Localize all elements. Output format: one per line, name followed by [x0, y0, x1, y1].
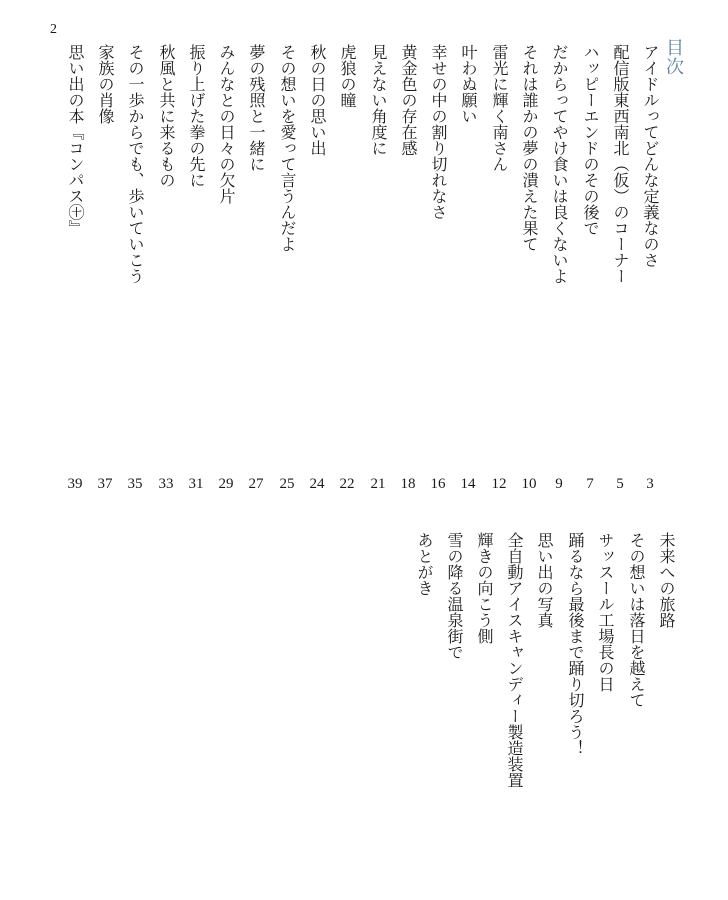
toc-entry[interactable]	[612, 44, 628, 470]
toc-entry-title: その想いを愛って言うんだよ	[278, 44, 297, 252]
toc-entry-page: 3	[646, 476, 654, 492]
toc-entry-page: 7	[586, 476, 594, 492]
toc-entry-title: みんなとの日々の欠片	[217, 44, 236, 204]
toc-entry[interactable]	[67, 44, 83, 470]
toc-entry[interactable]	[370, 44, 386, 470]
toc-entry[interactable]	[97, 44, 113, 470]
toc-entry-title: 秋の日の思い出	[308, 44, 327, 156]
toc-entry-page: 12	[491, 476, 507, 492]
toc-entry[interactable]	[506, 532, 522, 898]
toc-entry-page: 14	[460, 476, 476, 492]
toc-entry-title: アイドルってどんな定義なのさ	[641, 44, 660, 268]
toc-entry-title: それは誰かの夢の潰えた果て	[520, 44, 539, 252]
toc-entry-title: 思い出の本『コンパス㊉』	[66, 44, 85, 236]
toc-entry-page: 25	[279, 476, 295, 492]
toc-entry[interactable]	[339, 44, 355, 470]
toc-entry-title: 振り上げた拳の先に	[187, 44, 206, 188]
toc-entry-page: 10	[521, 476, 537, 492]
toc-entry-title: 未来への旅路	[657, 532, 676, 628]
toc-entry-page: 24	[309, 476, 325, 492]
toc-entry[interactable]	[642, 44, 658, 470]
toc-entry-page: 16	[430, 476, 446, 492]
toc-entry[interactable]	[279, 44, 295, 470]
toc-entry[interactable]	[476, 532, 492, 898]
toc-entry[interactable]	[567, 532, 583, 898]
toc-entry[interactable]	[551, 44, 567, 470]
toc-entry-title: 輝きの向こう側	[475, 532, 494, 644]
toc-entry-page: 29	[218, 476, 234, 492]
toc-entry-title: 秋風と共に来るもの	[157, 44, 176, 188]
toc-entry[interactable]	[460, 44, 476, 470]
toc-entry-page: 27	[248, 476, 264, 492]
toc-entry[interactable]	[218, 44, 234, 470]
toc-entry-title: その一歩からでも、歩いていこう	[126, 44, 145, 284]
toc-entry[interactable]	[536, 532, 552, 898]
toc-entry-title: 雪の降る温泉街で	[445, 532, 464, 660]
toc-entry-title: 見えない角度に	[369, 44, 388, 156]
toc-entry[interactable]	[430, 44, 446, 470]
toc-entry-title: 配信版東西南北（仮）のコーナー	[611, 44, 630, 284]
toc-entry-title: 黄金色の存在感	[399, 44, 418, 156]
toc-entry-title: だからってやけ食いは良くないよ	[550, 44, 569, 284]
toc-entry-title: 踊るなら最後まで踊り切ろう！	[566, 532, 585, 756]
toc-entry[interactable]	[127, 44, 143, 470]
toc-entry-title: 思い出の写真	[535, 532, 554, 628]
toc-entry-title: あとがき	[415, 532, 434, 596]
toc-entry-page: 22	[339, 476, 355, 492]
toc-entry-page: 18	[400, 476, 416, 492]
toc-entry[interactable]	[582, 44, 598, 470]
toc-entry-page: 37	[97, 476, 113, 492]
toc-entry-page: 35	[127, 476, 143, 492]
toc-entry-page: 31	[188, 476, 204, 492]
toc-entry-title: 雷光に輝く南さん	[490, 44, 509, 172]
toc-entry-title: ハッピーエンドのその後で	[581, 44, 600, 236]
toc-entry-page: 33	[158, 476, 174, 492]
toc-entry[interactable]	[416, 532, 432, 898]
toc-entry[interactable]	[400, 44, 416, 470]
toc-entry[interactable]	[597, 532, 613, 898]
toc-entry-title: その想いは落日を越えて	[627, 532, 646, 708]
toc-entry[interactable]	[628, 532, 644, 898]
toc-entry[interactable]	[658, 532, 674, 898]
toc-entry-page: 39	[67, 476, 83, 492]
toc-entry-title: 叶わぬ願い	[459, 44, 478, 124]
toc-entry[interactable]	[309, 44, 325, 470]
toc-entry[interactable]	[521, 44, 537, 470]
toc-entry-title: 虎狼の瞳	[338, 44, 357, 108]
toc-entry[interactable]	[446, 532, 462, 898]
toc-entry-title: サッスール工場長の日	[596, 532, 615, 692]
toc-entry-title: 家族の肖像	[96, 44, 115, 124]
page-number: 2	[50, 22, 57, 37]
toc-title: 目次	[663, 38, 684, 76]
toc-entry[interactable]	[491, 44, 507, 470]
toc-entry-title: 夢の残照と一緒に	[247, 44, 266, 172]
toc-entry-page: 9	[555, 476, 563, 492]
toc-entry[interactable]	[248, 44, 264, 470]
toc-entry-page: 5	[616, 476, 624, 492]
toc-entry-page: 21	[370, 476, 386, 492]
toc-entry[interactable]	[188, 44, 204, 470]
toc-entry[interactable]	[158, 44, 174, 470]
toc-entry-title: 幸せの中の割り切れなさ	[429, 44, 448, 220]
toc-entry-title: 全自動アイスキャンディー製造装置	[505, 532, 524, 788]
